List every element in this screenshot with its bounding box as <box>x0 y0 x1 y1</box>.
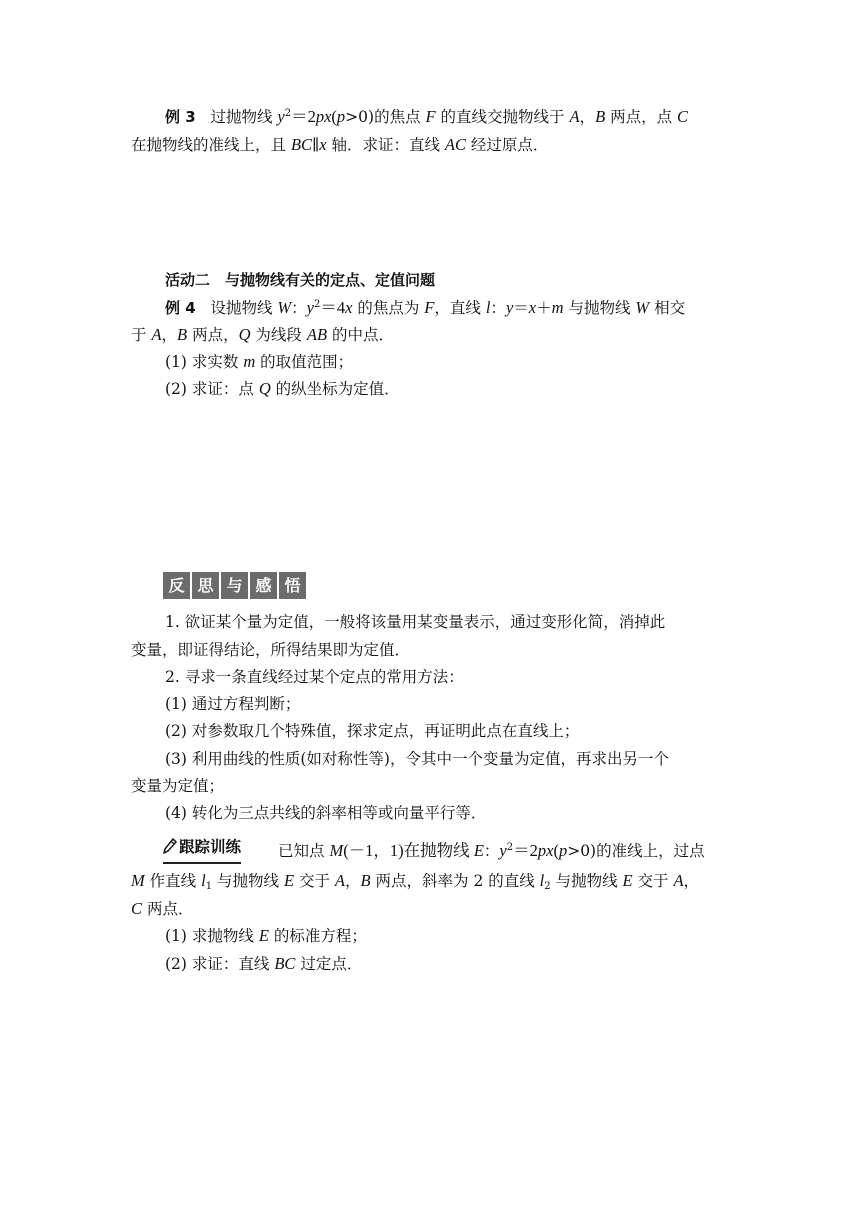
example3-line1 <box>165 106 688 128</box>
text: 两点，斜率为 2 的直线 <box>370 872 540 890</box>
text: (2) 求证：点 <box>165 380 259 398</box>
text: ( <box>553 841 559 860</box>
text: 与抛物线 <box>563 299 636 317</box>
math-var: l <box>539 871 545 890</box>
math-var: E <box>622 871 633 890</box>
reflection-header <box>163 572 306 599</box>
header-char: 思 <box>192 572 219 599</box>
activity2-title: 活动二 与抛物线有关的定点、定值问题 <box>165 271 436 289</box>
math-var: BC <box>290 135 313 154</box>
math-var: x <box>528 298 537 317</box>
math-var: y <box>499 841 507 860</box>
text: 交于 <box>632 872 674 890</box>
reflection-method-4: (4) 转化为三点共线的斜率相等或向量平行等． <box>165 804 487 822</box>
text: 交于 <box>294 872 335 890</box>
math-var: l <box>485 298 491 317</box>
example4-label: 例 4 <box>165 299 196 317</box>
text: ＝4 <box>320 298 346 317</box>
text: 两点． <box>142 900 194 918</box>
math-var: C <box>677 107 689 126</box>
parallel-symbol: ∥ <box>312 136 320 154</box>
math-var: x <box>319 135 327 154</box>
text: ＝2 <box>513 841 538 860</box>
text: 作直线 <box>144 872 202 890</box>
text: 过定点． <box>295 955 363 973</box>
text: ： <box>291 299 307 317</box>
subscript: 2 <box>544 881 551 892</box>
text: 为线段 <box>250 326 307 344</box>
reflection-p1-line2: 变量，即证得结论，所得结果即为定值． <box>131 641 411 659</box>
math-var: y <box>505 298 514 317</box>
text: ( <box>331 107 337 126</box>
tracking-line1 <box>278 840 705 862</box>
text: ： <box>483 842 500 860</box>
text: 相交 <box>649 299 686 317</box>
math-var: E <box>473 841 484 860</box>
example4-line1 <box>165 297 685 319</box>
math-var: A <box>569 107 580 126</box>
tracking-question-2 <box>165 953 362 975</box>
reflection-method-3-line2: 变量为定值； <box>131 777 225 795</box>
example3-label: 例 3 <box>165 108 196 126</box>
math-var: W <box>635 298 650 317</box>
reflection-p2: 2. 寻求一条直线经过某个定点的常用方法： <box>165 668 464 686</box>
text: 两点， <box>187 326 239 344</box>
text: 与抛物线 <box>212 872 284 890</box>
tracking-question-1 <box>165 925 367 947</box>
math-var: y <box>277 107 285 126</box>
math-var: AC <box>444 135 466 154</box>
math-var: l <box>201 871 206 890</box>
text: 的焦点为 <box>352 299 425 317</box>
text: (－1，1)在抛物线 <box>343 841 474 860</box>
tracking-line3 <box>131 898 193 920</box>
text: ＋ <box>536 299 552 317</box>
pen-icon <box>163 838 177 861</box>
math-var: C <box>131 899 143 918</box>
text: 两点，点 <box>605 108 678 126</box>
math-var: m <box>551 298 564 317</box>
text: 的中点． <box>327 326 394 344</box>
math-var: A <box>334 871 345 890</box>
tracking-line2 <box>131 870 699 892</box>
math-var: m <box>243 352 256 371</box>
header-char: 感 <box>250 572 277 599</box>
text: >0)的准线上，过点 <box>567 842 705 860</box>
math-var: E <box>283 871 295 890</box>
text: >0)的焦点 <box>345 108 426 126</box>
text: ， <box>683 872 700 890</box>
text: 与抛物线 <box>550 872 623 890</box>
example4-question-1 <box>165 351 353 373</box>
math-var: F <box>425 107 436 126</box>
reflection-p1-line1: 1. 欲证某个量为定值，一般将该量用某变量表示，通过变形化简，消掉此 <box>165 613 666 631</box>
text: ， <box>161 326 178 344</box>
math-var: F <box>424 298 435 317</box>
text: 轴．求证：直线 <box>326 136 445 154</box>
text: 的纵坐标为定值． <box>270 380 400 398</box>
text: (2) 求证：直线 <box>165 955 275 973</box>
math-var: A <box>673 871 684 890</box>
text: ： <box>490 299 506 317</box>
math-var: A <box>151 325 162 344</box>
tracking-label-text: 跟踪训练 <box>179 838 242 856</box>
superscript: 2 <box>313 299 321 310</box>
math-var: px <box>315 107 332 126</box>
math-var: p <box>336 107 346 126</box>
header-char: 与 <box>221 572 248 599</box>
header-char: 悟 <box>279 572 306 599</box>
math-var: p <box>558 841 568 860</box>
math-var: M <box>329 841 344 860</box>
text: 设抛物线 <box>210 299 278 317</box>
text: (1) 求抛物线 <box>165 927 259 945</box>
text: ， <box>579 108 596 126</box>
math-var: Q <box>238 325 251 344</box>
text: (1) 求实数 <box>165 353 244 371</box>
reflection-method-1: (1) 通过方程判断； <box>165 695 301 713</box>
text: ，直线 <box>434 299 486 317</box>
text: 已知点 <box>278 842 330 860</box>
math-var: M <box>131 871 145 890</box>
text: ＝ <box>513 299 529 317</box>
math-var: W <box>277 298 292 317</box>
math-var: B <box>177 325 188 344</box>
text: 在抛物线的准线上，且 <box>131 136 291 154</box>
example4-question-2 <box>165 378 400 400</box>
math-var: E <box>258 926 269 945</box>
header-char: 反 <box>163 572 190 599</box>
superscript: 2 <box>506 842 514 853</box>
math-var: BC <box>274 954 296 973</box>
example3-line2 <box>131 134 548 156</box>
math-var: B <box>595 107 606 126</box>
subscript: 1 <box>205 881 213 892</box>
text: 的取值范围； <box>255 353 354 371</box>
text: 经过原点． <box>465 136 549 154</box>
math-var: y <box>306 298 314 317</box>
tracking-label <box>163 836 241 864</box>
math-var: B <box>360 871 371 890</box>
math-var: Q <box>258 379 271 398</box>
reflection-method-3-line1: (3) 利用曲线的性质(如对称性等)，令其中一个变量为定值，再求出另一个 <box>165 750 669 768</box>
math-var: AB <box>306 325 328 344</box>
superscript: 2 <box>284 108 292 119</box>
text: 的标准方程； <box>268 927 367 945</box>
math-var: x <box>345 298 353 317</box>
example4-line2 <box>131 324 394 346</box>
text: 的直线交抛物线于 <box>435 108 570 126</box>
reflection-method-2: (2) 对参数取几个特殊值，探求定点，再证明此点在直线上； <box>165 722 580 740</box>
text: ＝2 <box>291 107 316 126</box>
text: 于 <box>131 326 152 344</box>
text: 过抛物线 <box>210 108 278 126</box>
text: ， <box>344 872 361 890</box>
math-var: px <box>537 841 554 860</box>
